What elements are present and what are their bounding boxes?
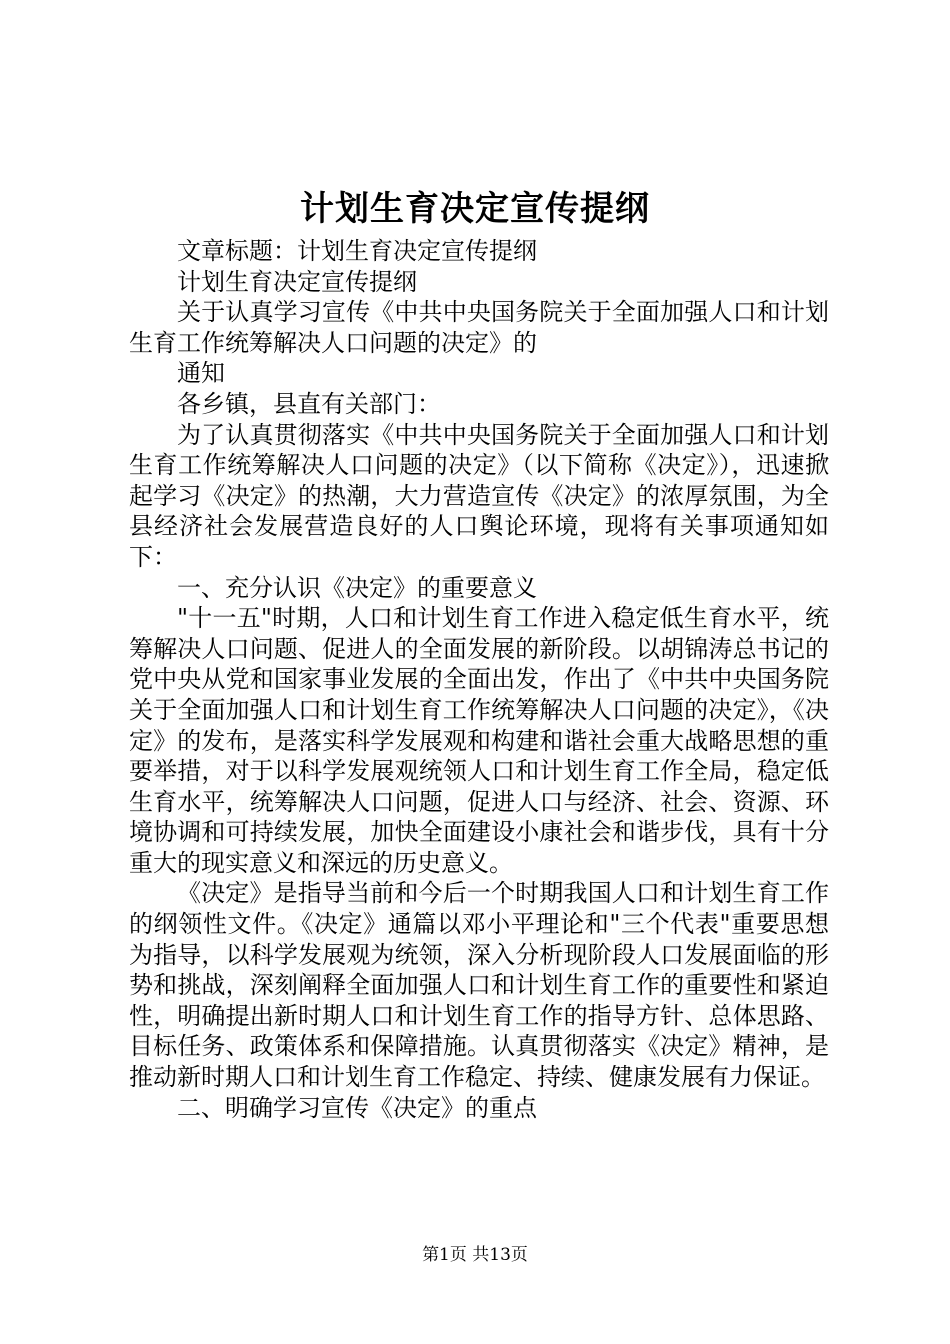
page-footer: 第1页 共13页 bbox=[422, 1245, 528, 1265]
addressee-line: 各乡镇，县直有关部门： bbox=[177, 389, 441, 418]
section-1-paragraph-2: 《决定》是指导当前和今后一个时期我国人口和计划生育工作的纲领性文件。《决定》通篇以邓小平理论和"三个代表"重要思想为指导，以科学发展观为统领，深入分析现阶段人口发展面临的形势和挑战，深刻阐释全面加强人口和计划生育工作的重要性和紧迫性，明确提出新时期人口和计划生育工作的指导方针、总体思路、目标任务、政策体系和保障措施。认真贯彻落实《决定》精神，是推动新时期人口和计划生育工作稳定、持续、健康发展有力保证。 bbox=[129, 879, 829, 1092]
section-heading-2: 二、明确学习宣传《决定》的重点 bbox=[177, 1093, 537, 1122]
document-body bbox=[129, 236, 829, 1123]
section-1-paragraph-1: "十一五"时期，人口和计划生育工作进入稳定低生育水平，统筹解决人口问题、促进人的全面发展的新阶段。以胡锦涛总书记的党中央从党和国家事业发展的全面出发，作出了《中共中央国务院关于全面加强人口和计划生育工作统筹解决人口问题的决定》，《决定》的发布，是落实科学发展观和构建和谐社会重大战略思想的重要举措，对于以科学发展观统领人口和计划生育工作全局，稳定低生育水平，统筹解决人口问题，促进人口与经济、社会、资源、环境协调和可持续发展，加快全面建设小康社会和谐步伐，具有十分重大的现实意义和深远的历史意义。 bbox=[129, 604, 829, 877]
article-title-line: 文章标题：计划生育决定宣传提纲 bbox=[177, 237, 537, 265]
document-title: 计划生育决定宣传提纲 bbox=[300, 189, 650, 229]
notice-word: 通知 bbox=[177, 359, 225, 388]
section-heading-1: 一、充分认识《决定》的重要意义 bbox=[177, 573, 537, 602]
notice-heading: 关于认真学习宣传《中共中央国务院关于全面加强人口和计划生育工作统筹解决人口问题的决定》的 bbox=[129, 298, 829, 357]
subtitle-line: 计划生育决定宣传提纲 bbox=[177, 267, 417, 296]
intro-paragraph: 为了认真贯彻落实《中共中央国务院关于全面加强人口和计划生育工作统筹解决人口问题的决定》（以下简称《决定》），迅速掀起学习《决定》的热潮，大力营造宣传《决定》的浓厚氛围，为全县经济社会发展营造良好的人口舆论环境，现将有关事项通知如下： bbox=[129, 420, 829, 571]
